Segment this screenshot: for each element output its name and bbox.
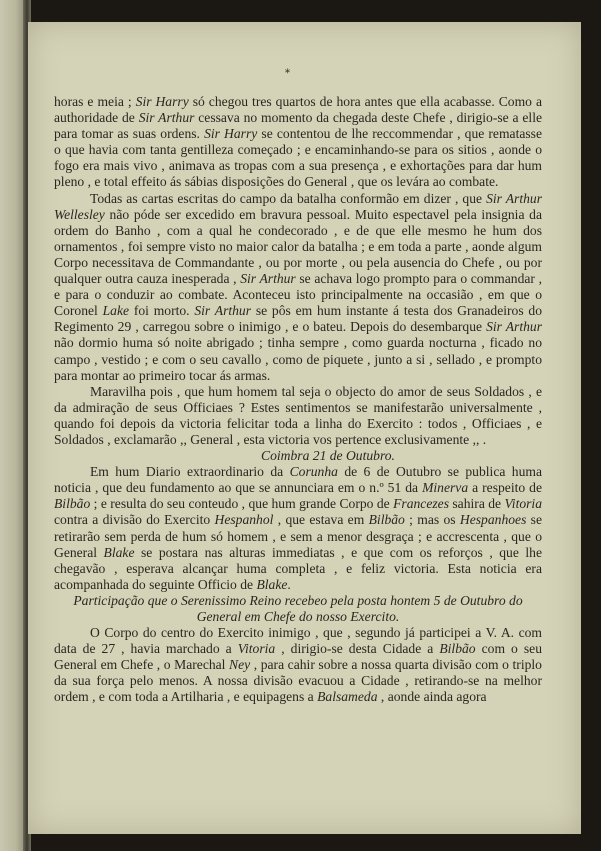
paragraph-5: O Corpo do centro do Exercito inimigo , que , segundo já participei a V. A. com data de 27 , havia marchado a Vitoria , dirigio-se desta Cidade a Bilbão com o seu General em Chefe , o Marechal Ney , para cahir sobre a nossa quarta divisão com o triplo da sua força pelo menos. A nossa divisão evacuou a Cidade , retirando-se na melhor ordem , e com toda a Artilharia , e equipagens a Balsameda , aonde ainda agora: [54, 625, 542, 705]
dateline: Coimbra 21 de Outubro.: [261, 448, 395, 464]
paragraph-3: Maravilha pois , que hum homem tal seja o objecto do amor de seus Soldados , e da admiração de seus Officiaes ? Estes sentimentos se manifestarão universalmente , quando foi depois da victoria felicitar toda a linha do Exercito : todos , Officiaes , e Soldados , exclamarão ,, General , esta victoria vos pertence exclusivamente ,, .: [54, 383, 542, 447]
dispatch-heading: Participação que o Serenissimo Reino recebeo pela posta hontem 5 de Outubro do General em Chefe do nosso Exercito.: [73, 592, 523, 624]
folio-mark: *: [285, 68, 290, 79]
page-sheet: [28, 22, 581, 834]
body-text: [54, 94, 542, 706]
paragraph-2: Todas as cartas escritas do campo da batalha conformão em dizer , que Sir Arthur Wellesley não póde ser excedido em bravura pessoal. Muito espectavel pela insignia da ordem do Banho , com a qual he condecorado , e de que elle mesmo he hum dos ornamentos , foi sempre visto no maior calor da batalha ; e em toda a parte , aonde algum Corpo necessitava de Commandante , ou por morte , ou pela ausencia do Chefe , ou por qualquer outra cauza inesperada , Sir Arthur se achava logo prompto para o commandar , e para o conduzir ao combate. Aconteceu isto principalmente na occasião , em que o Coronel Lake foi morto. Sir Arthur se pôs em hum instante á testa dos Granadeiros do Regimento 29 , carregou sobre o inimigo , e o bateu. Depois do desembarque Sir Arthur não dormio huma só noite abrigado ; tinha sempre , como guarda nocturna , ficado no campo , vestido ; e com o seu cavallo , como de piquete , junto a si , sellado , e prompto para montar ao primeiro tocar ás armas.: [54, 190, 543, 383]
paragraph-4: Em hum Diario extraordinario da Corunha de 6 de Outubro se publica huma noticia , que deu fundamento ao que se annunciara em o n.º 51 da Minerva a respeito de Bilbão ; e resulta do seu conteudo , que hum grande Corpo de Francezes sahira de Vitoria contra a divisão do Exercito Hespanhol , que estava em Bilbão ; mas os Hespanhoes se retirarão sem perda de hum só homem , e sem a menor desgraça ; e accrescenta , que o General Blake se postara nas alturas immediatas , e que com os reforços , que lhe chegavão , esperava alcançar huma completa , e feliz victoria. Esta noticia era acompanhada do seguinte Officio de Blake.: [54, 464, 543, 592]
paragraph-1: horas e meia ; Sir Harry só chegou tres quartos de hora antes que ella acabasse. Como a authoridade de Sir Arthur cessava no momento da chegada deste Chefe , dirigio-se a elle para tomar as suas ordens. Sir Harry se contentou de lhe reccommendar , que rematasse o que havia com tanta gentilleza começado ; e encaminhando-se para os sitios , aonde o fogo era mais vivo , animava as tropas com a sua presença , e exhortações para dar hum pleno , e total effeito ás sábias disposições do General , que os levára ao combate.: [54, 94, 542, 190]
